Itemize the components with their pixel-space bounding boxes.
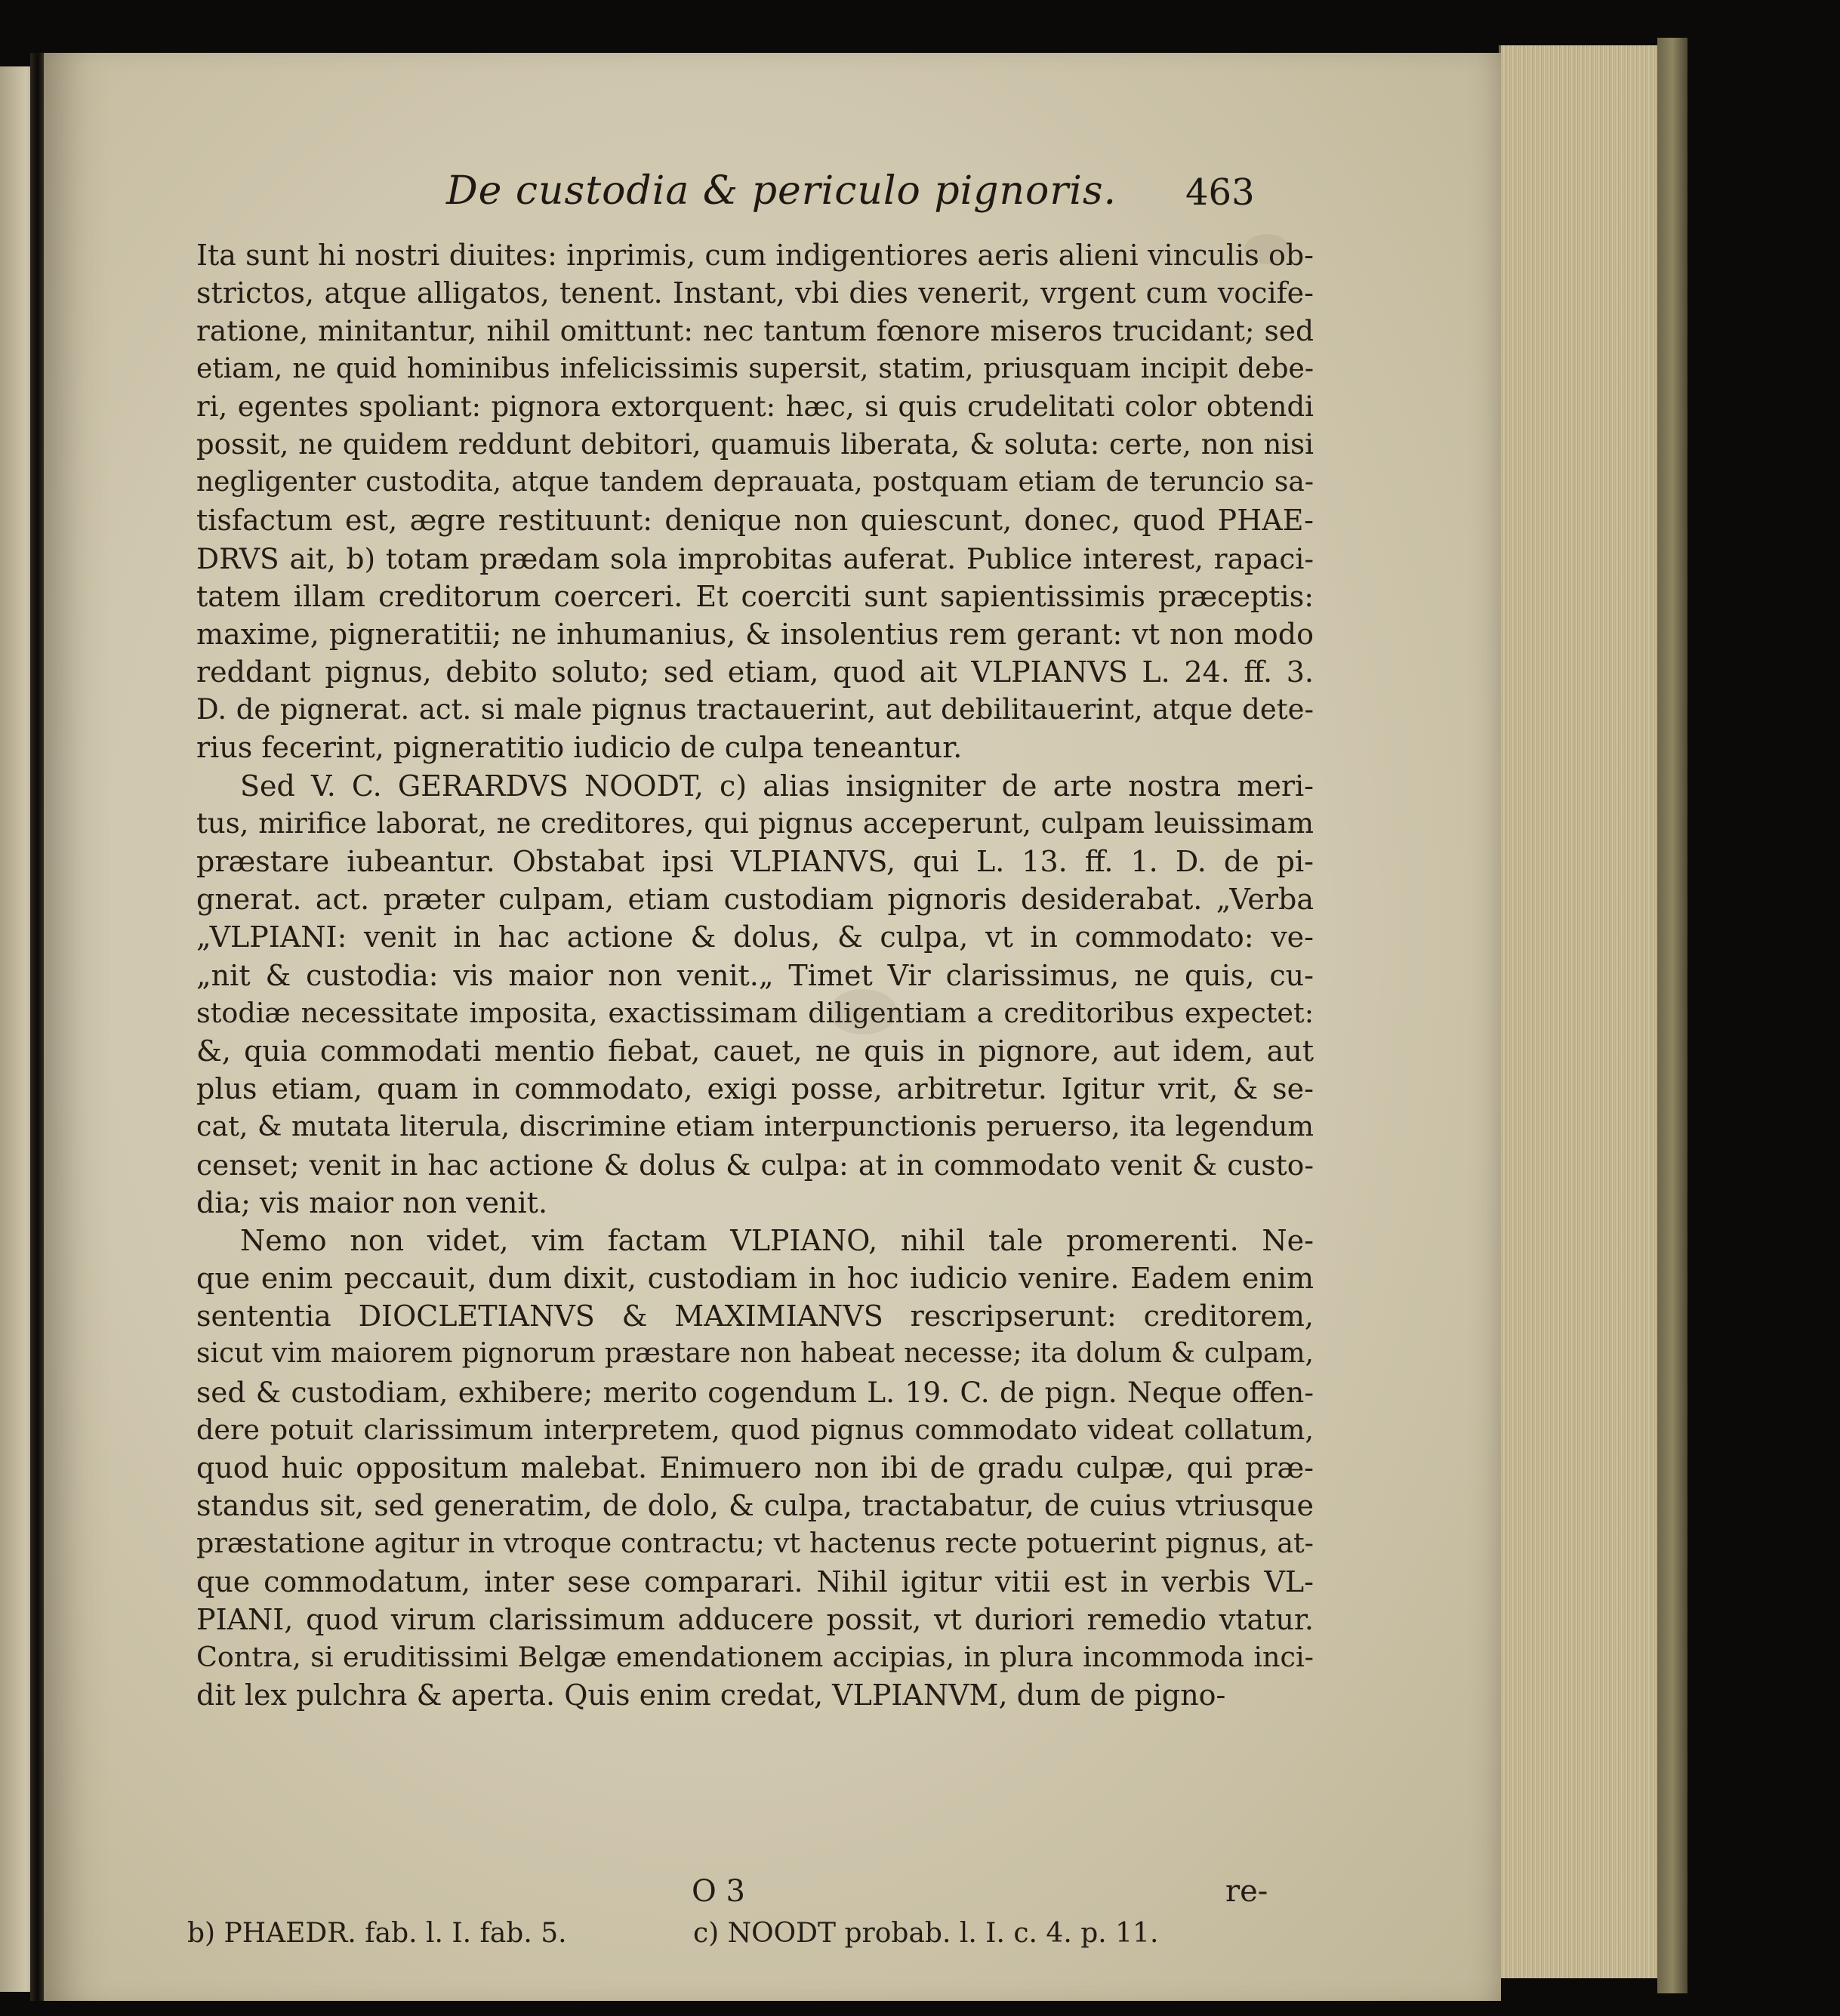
footnote-c: c) NOODT probab. l. I. c. 4. p. 11. [693,1918,1159,1949]
text-line: censet; venit in hac actione & dolus & culpa: at in commodato venit & custo- [196,1148,1314,1182]
text-line: tisfactum est, ægre restituunt: denique non quiescunt, donec, quod PHAE- [196,504,1314,538]
text-line: negligenter custodita, atque tandem deprauata, postquam etiam de teruncio sa- [196,467,1314,498]
book-gutter [30,53,45,2001]
text-line: Ita sunt hi nostri diuites: inprimis, cum indigentiores aeris alieni vinculis ob- [196,239,1314,272]
text-line: Contra, si eruditissimi Belgæ emendationem accipias, in plura incommoda inci- [196,1640,1314,1673]
footnotes [44,1918,1501,1963]
text-line: reddant pignus, debito soluto; sed etiam, quod ait VLPIANVS L. 24. ff. 3. [196,655,1314,689]
text-line: &, quia commodati mentio fiebat, cauet, ne quis in pignore, aut idem, aut [196,1034,1314,1068]
text-line: „nit & custodia: vis maior non venit.„ Timet Vir clarissimus, ne quis, cu- [196,958,1314,992]
signature-line [44,1874,1501,1912]
text-line: sententia DIOCLETIANVS & MAXIMIANVS rescripserunt: creditorem, [196,1299,1314,1333]
text-line: standus sit, sed generatim, de dolo, & culpa, tractabatur, de cuius vtriusque [196,1489,1314,1523]
footnote-b: b) PHAEDR. fab. l. I. fab. 5. [187,1918,567,1949]
text-line: DRVS ait, b) totam prædam sola improbitas auferat. Publice interest, rapaci- [196,541,1314,575]
text-line: præstatione agitur in vtroque contractu; vt hactenus recte potuerint pignus, at- [196,1527,1314,1560]
text-line: dere potuit clarissimum interpretem, quod pignus commodato videat collatum, [196,1413,1314,1446]
text-line: tus, mirifice laborat, ne creditores, qui pignus acceperunt, culpam leuissimam [196,806,1314,840]
text-line: „VLPIANI: venit in hac actione & dolus, & culpa, vt in commodato: ve- [196,920,1314,954]
book-page [44,53,1501,2001]
text-line: que enim peccauit, dum dixit, custodiam in hoc iudicio venire. Eadem enim [196,1262,1314,1296]
text-line: dit lex pulchra & aperta. Quis enim credat, VLPIANVM, dum de pigno- [196,1678,1226,1712]
book-cover-board [1657,38,1687,1993]
text-line: præstare iubeantur. Obstabat ipsi VLPIANVS, qui L. 13. ff. 1. D. de pi- [196,845,1314,878]
text-line: sicut vim maiorem pignorum præstare non habeat necesse; ita dolum & culpam, [196,1338,1314,1370]
page-number: 463 [1185,171,1255,214]
text-line: PIANI, quod virum clarissimum adducere possit, vt duriori remedio vtatur. [196,1602,1314,1636]
page-fore-edge [1499,45,1675,1978]
text-line: stodiæ necessitate imposita, exactissimam diligentiam a creditoribus expectet: [196,996,1314,1029]
text-line: D. de pignerat. act. si male pignus tractauerint, aut debilitauerint, atque dete- [196,693,1314,726]
text-line: sed & custodiam, exhibere; merito cogendum L. 19. C. de pign. Neque offen- [196,1375,1314,1409]
text-line: possit, ne quidem reddunt debitori, quamuis liberata, & soluta: certe, non nisi [196,427,1314,461]
text-line: Sed V. C. GERARDVS NOODT, c) alias insigniter de arte nostra meri- [240,769,1314,803]
body-text [196,236,1314,1714]
text-line: ratione, minitantur, nihil omittunt: nec tantum fœnore miseros trucidant; sed [196,314,1314,348]
text-line: Nemo non videt, vim factam VLPIANO, nihil tale promerenti. Ne- [240,1223,1314,1257]
text-line: etiam, ne quid hominibus infelicissimis supersit, statim, priusquam incipit debe- [196,353,1314,384]
text-line: cat, & mutata literula, discrimine etiam interpunctionis peruerso, ita legendum [196,1110,1314,1143]
text-line: rius fecerint, pigneratitio iudicio de culpa teneantur. [196,731,963,765]
text-line: gnerat. act. præter culpam, etiam custodiam pignoris desiderabat. „Verba [196,883,1314,917]
text-line: maxime, pigneratitii; ne inhumanius, & insolentius rem gerant: vt non modo [196,617,1314,651]
text-line: ri, egentes spoliant: pignora extorquent: hæc, si quis crudelitati color obtendi [196,390,1314,423]
text-line: strictos, atque alligatos, tenent. Instant, vbi dies venerit, vrgent cum vocife- [196,276,1314,310]
running-head-title: De custodia & periculo pignoris. [445,168,1117,214]
text-line: dia; vis maior non venit. [196,1185,548,1219]
text-line: plus etiam, quam in commodato, exigi posse, arbitretur. Igitur vrit, & se- [196,1072,1314,1106]
text-line: quod huic oppositum malebat. Enimuero non ibi de gradu culpæ, qui præ- [196,1451,1314,1484]
catchword: re- [1225,1874,1268,1909]
signature-mark: O 3 [692,1874,745,1909]
text-line: tatem illam creditorum coerceri. Et coerciti sunt sapientissimis præceptis: [196,579,1314,613]
text-line: que commodatum, inter sese comparari. Nihil igitur vitii est in verbis VL- [196,1564,1314,1598]
